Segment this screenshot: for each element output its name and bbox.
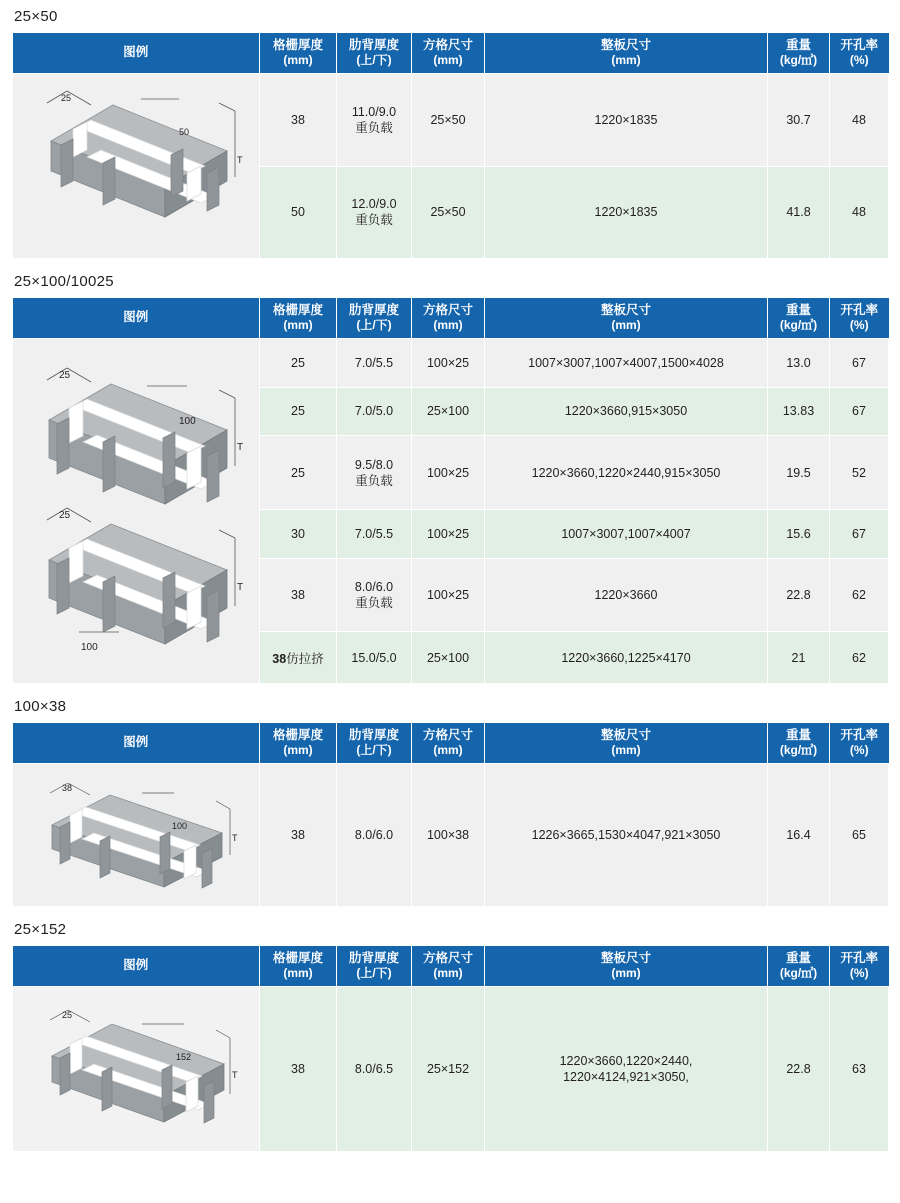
col-thickness-unit: (mm) [283,743,313,757]
col-panel [485,298,768,339]
cell-open: 48 [830,166,889,259]
col-mesh-unit: (mm) [433,53,463,67]
col-weight-label: 重量 [785,951,811,965]
cell-weight: 22.8 [768,987,830,1152]
table-row [13,764,889,907]
cell-rib-value: 9.5/8.0 [354,457,394,472]
col-mesh [412,298,485,339]
spec-table [12,723,889,907]
col-rib-unit: (上/下) [356,743,392,757]
cell-panel: 1007×3007,1007×4007,1500×4028 [485,339,768,388]
col-rib [337,33,412,74]
cell-rib-value: 11.0/9.0 [351,104,397,119]
col-figure: 图例 [13,946,260,987]
cell-rib-value: 12.0/9.0 [351,197,397,212]
col-panel-label: 整板尺寸 [600,728,651,742]
col-open [830,723,889,764]
cell-mesh: 25×100 [412,632,485,684]
cell-open: 67 [830,339,889,388]
col-thickness-unit: (mm) [283,966,313,980]
col-weight [768,33,830,74]
col-weight [768,946,830,987]
col-mesh [412,946,485,987]
cell-open: 48 [830,74,889,167]
cell-weight: 19.5 [768,436,830,510]
col-weight [768,298,830,339]
figure-label-b: 50 [179,127,190,137]
col-weight-unit: (kg/㎡) [779,743,818,757]
cell-thickness: 38 [260,987,337,1152]
figure-label-b: 100 [178,416,196,427]
table-row [13,987,889,1152]
col-rib [337,723,412,764]
cell-rib-note: 重负载 [355,473,393,488]
cell-thickness: 30 [260,509,337,558]
cell-rib [337,387,412,436]
cell-weight: 41.8 [768,166,830,259]
figure-label-a: 38 [61,783,72,793]
col-open [830,33,889,74]
col-rib [337,946,412,987]
cell-thickness: 25 [260,339,337,388]
col-open-unit: (%) [849,966,869,980]
col-panel-unit: (mm) [611,318,641,332]
col-weight [768,723,830,764]
cell-mesh: 100×38 [412,764,485,907]
col-thickness-unit: (mm) [283,318,313,332]
col-open-label: 开孔率 [840,951,878,965]
cell-rib-value: 7.0/5.5 [354,526,394,541]
col-rib-unit: (上/下) [356,53,392,67]
cell-thickness: 25 [260,387,337,436]
col-mesh-unit: (mm) [433,966,463,980]
col-weight-label: 重量 [785,728,811,742]
col-panel-label: 整板尺寸 [600,951,651,965]
figure-label-a: 25 [61,93,72,103]
cell-panel: 1220×3660,915×3050 [485,387,768,436]
col-panel [485,946,768,987]
spec-table [12,33,889,259]
col-rib-label: 肋背厚度 [348,303,399,317]
col-thickness-label: 格栅厚度 [272,728,323,742]
col-open [830,298,889,339]
cell-thickness [260,632,337,684]
grating-illustration-25x50 [21,81,251,251]
grating-figure [13,987,260,1152]
section-25x50 [12,0,888,259]
col-mesh-unit: (mm) [433,318,463,332]
figure-label-a: 25 [61,1010,72,1020]
cell-rib [337,166,412,259]
cell-mesh: 25×50 [412,74,485,167]
cell-rib [337,987,412,1152]
cell-panel-line-1: 1220×3660,1220×2440, [559,1054,693,1068]
col-figure: 图例 [13,298,260,339]
cell-rib [337,558,412,632]
cell-weight: 13.0 [768,339,830,388]
cell-rib-value: 8.0/6.0 [354,579,394,594]
col-figure: 图例 [13,723,260,764]
col-rib-label: 肋背厚度 [348,38,399,52]
cell-mesh: 100×25 [412,339,485,388]
cell-rib-value: 8.0/6.5 [354,1062,394,1076]
table-row [13,74,889,167]
cell-open: 52 [830,436,889,510]
figure-label-b: 152 [175,1052,191,1062]
cell-mesh: 100×25 [412,436,485,510]
cell-thickness-bold: 38 [272,651,287,666]
section-100x38 [12,690,888,907]
col-panel-unit: (mm) [611,743,641,757]
cell-panel: 1226×3665,1530×4047,921×3050 [485,764,768,907]
figure-label-b: 100 [171,821,187,831]
cell-panel: 1220×1835 [485,74,768,167]
cell-weight: 21 [768,632,830,684]
grating-illustration-25x152 [24,994,249,1144]
col-open-unit: (%) [849,53,869,67]
table-header-row [13,298,889,339]
cell-panel: 1007×3007,1007×4007 [485,509,768,558]
cell-rib-value: 15.0/5.0 [351,650,397,665]
cell-panel: 1220×1835 [485,166,768,259]
col-thickness-label: 格栅厚度 [272,38,323,52]
figure-label-t: T [237,155,243,165]
figure-label-t: T [231,1070,237,1080]
grating-illustration-25x100 [19,346,254,676]
cell-rib [337,632,412,684]
col-rib [337,298,412,339]
col-panel [485,33,768,74]
cell-thickness: 25 [260,436,337,510]
col-weight-unit: (kg/㎡) [779,53,818,67]
figure-label-c: 25 [58,510,70,521]
figure-label-a: 25 [58,370,70,381]
cell-rib-note: 重负载 [355,120,393,135]
col-weight-label: 重量 [785,38,811,52]
col-open-label: 开孔率 [840,728,878,742]
grating-figure [13,764,260,907]
col-thickness [260,946,337,987]
cell-panel: 1220×3660 [485,558,768,632]
cell-weight: 13.83 [768,387,830,436]
table-row [13,339,889,388]
cell-thickness: 38 [260,74,337,167]
col-panel-label: 整板尺寸 [600,303,651,317]
cell-rib [337,436,412,510]
col-mesh-label: 方格尺寸 [422,38,473,52]
col-thickness [260,33,337,74]
col-open-unit: (%) [849,743,869,757]
col-mesh-unit: (mm) [433,743,463,757]
cell-rib [337,509,412,558]
cell-thickness: 38 [260,558,337,632]
cell-rib-note: 重负载 [355,213,393,228]
cell-rib [337,339,412,388]
col-mesh-label: 方格尺寸 [422,728,473,742]
cell-open: 65 [830,764,889,907]
col-rib-unit: (上/下) [356,966,392,980]
col-panel [485,723,768,764]
cell-panel-line-2: 1220×4124,921×3050, [563,1070,689,1084]
section-25x152 [12,913,888,1152]
cell-open: 63 [830,987,889,1152]
cell-weight: 15.6 [768,509,830,558]
cell-panel: 1220×3660,1220×2440,915×3050 [485,436,768,510]
cell-rib [337,74,412,167]
cell-rib-value: 7.0/5.0 [354,404,394,419]
figure-label-t: T [236,442,243,453]
col-mesh [412,723,485,764]
section-title: 25×50 [14,8,58,25]
cell-mesh: 25×50 [412,166,485,259]
col-thickness [260,723,337,764]
col-mesh [412,33,485,74]
cell-thickness: 50 [260,166,337,259]
cell-open: 62 [830,558,889,632]
spec-table [12,298,889,684]
col-thickness-unit: (mm) [283,53,313,67]
cell-mesh: 25×152 [412,987,485,1152]
col-mesh-label: 方格尺寸 [422,951,473,965]
col-panel-unit: (mm) [611,966,641,980]
cell-panel: 1220×3660,1225×4170 [485,632,768,684]
col-mesh-label: 方格尺寸 [422,303,473,317]
col-open-label: 开孔率 [840,303,878,317]
grating-figure [13,74,260,259]
cell-weight: 22.8 [768,558,830,632]
cell-rib-value: 8.0/6.0 [354,828,394,842]
col-figure: 图例 [13,33,260,74]
cell-mesh: 100×25 [412,558,485,632]
cell-rib-note: 重负载 [355,595,393,610]
col-open-unit: (%) [849,318,869,332]
col-weight-unit: (kg/㎡) [779,318,818,332]
col-rib-label: 肋背厚度 [348,951,399,965]
cell-mesh: 100×25 [412,509,485,558]
figure-label-d: 100 [80,642,98,653]
cell-weight: 16.4 [768,764,830,907]
cell-rib [337,764,412,907]
col-weight-unit: (kg/㎡) [779,966,818,980]
col-rib-unit: (上/下) [356,318,392,332]
col-thickness [260,298,337,339]
figure-label-t: T [231,833,237,843]
figure-label-t2: T [236,582,243,593]
col-weight-label: 重量 [785,303,811,317]
section-title: 25×152 [14,921,67,938]
cell-rib-value: 7.0/5.5 [354,355,394,370]
table-header-row [13,946,889,987]
cell-open: 67 [830,387,889,436]
table-header-row [13,723,889,764]
col-thickness-label: 格栅厚度 [272,303,323,317]
col-panel-label: 整板尺寸 [600,38,651,52]
cell-thickness-rest: 仿拉挤 [286,651,324,666]
section-title: 100×38 [14,698,67,715]
cell-weight: 30.7 [768,74,830,167]
cell-open: 67 [830,509,889,558]
cell-mesh: 25×100 [412,387,485,436]
grating-illustration-100x38 [24,771,249,899]
table-header-row [13,33,889,74]
spec-table [12,946,889,1152]
section-title: 25×100/10025 [14,273,114,290]
cell-panel [485,987,768,1152]
col-open-label: 开孔率 [840,38,878,52]
col-thickness-label: 格栅厚度 [272,951,323,965]
section-25x100 [12,265,888,684]
col-rib-label: 肋背厚度 [348,728,399,742]
grating-figure [13,339,260,684]
col-panel-unit: (mm) [611,53,641,67]
cell-open: 62 [830,632,889,684]
col-open [830,946,889,987]
cell-thickness: 38 [260,764,337,907]
